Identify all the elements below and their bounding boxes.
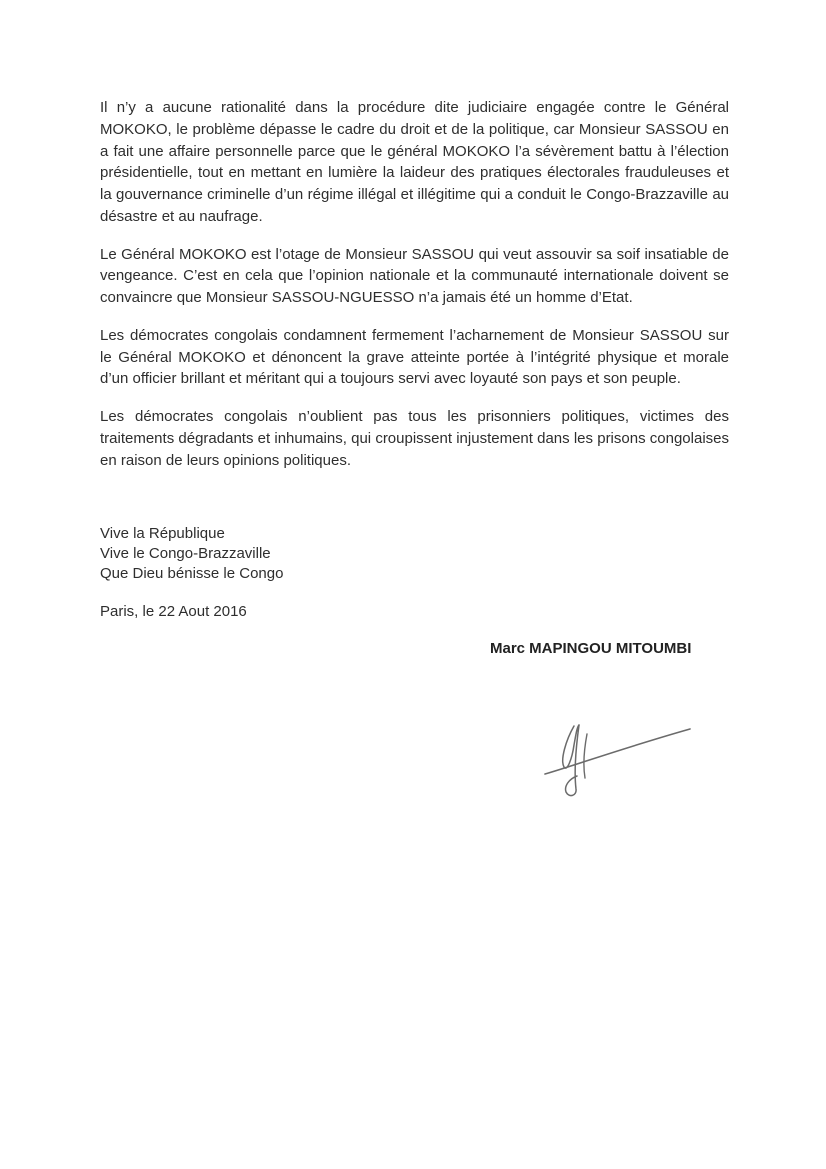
letter-body <box>100 97 729 660</box>
signature-stroke-right <box>584 734 587 778</box>
paragraph-3: Les démocrates congolais condamnent fermement l’acharnement de Monsieur SASSOU sur le Général MOKOKO et dénoncent la grave atteinte portée à l’intégrité physique et morale d’un officier brillant et méritant qui a toujours servi avec loyauté son pays et son peuple. <box>100 326 729 388</box>
paragraph-2: Le Général MOKOKO est l’otage de Monsieur SASSOU qui veut assouvir sa soif insatiable de vengeance. C’est en cela que l’opinion nationale et la communauté internationale doivent se convaincre que Monsieur SASSOU-NGUESSO n’a jamais été un homme d’Etat. <box>100 245 729 306</box>
paragraph-4: Les démocrates congolais n’oublient pas tous les prisonniers politiques, victimes des traitements dégradants et inhumains, qui croupissent injustement dans les prisons congolaises en raison de leurs opinions politiques. <box>100 408 729 469</box>
paragraph-1: Il n’y a aucune rationalité dans la procédure dite judiciaire engagée contre le Général MOKOKO, le problème dépasse le cadre du droit et de la politique, car Monsieur SASSOU en a fait une affaire personnelle parce que le général MOKOKO l’a sévèrement battu à l’élection présidentielle, tout en mettant en lumière la laideur des pratiques électorales frauduleuses et la gouvernance criminelle d’un régime illégal et illégitime qui a conduit le Congo-Brazzaville au désastre et au naufrage. <box>100 99 729 225</box>
signer-name: Marc MAPINGOU MITOUMBI <box>490 640 692 657</box>
handwritten-signature <box>543 710 695 802</box>
acclamation-line-1: Vive la République <box>100 525 225 543</box>
signature-icon <box>543 710 695 802</box>
acclamation-line-3: Que Dieu bénisse le Congo <box>100 565 284 583</box>
signature-stroke-descender <box>566 725 579 796</box>
dateline: Paris, le 22 Aout 2016 <box>100 603 247 621</box>
closing-acclamations <box>100 524 729 584</box>
acclamation-line-2: Vive le Congo-Brazzaville <box>100 545 271 563</box>
